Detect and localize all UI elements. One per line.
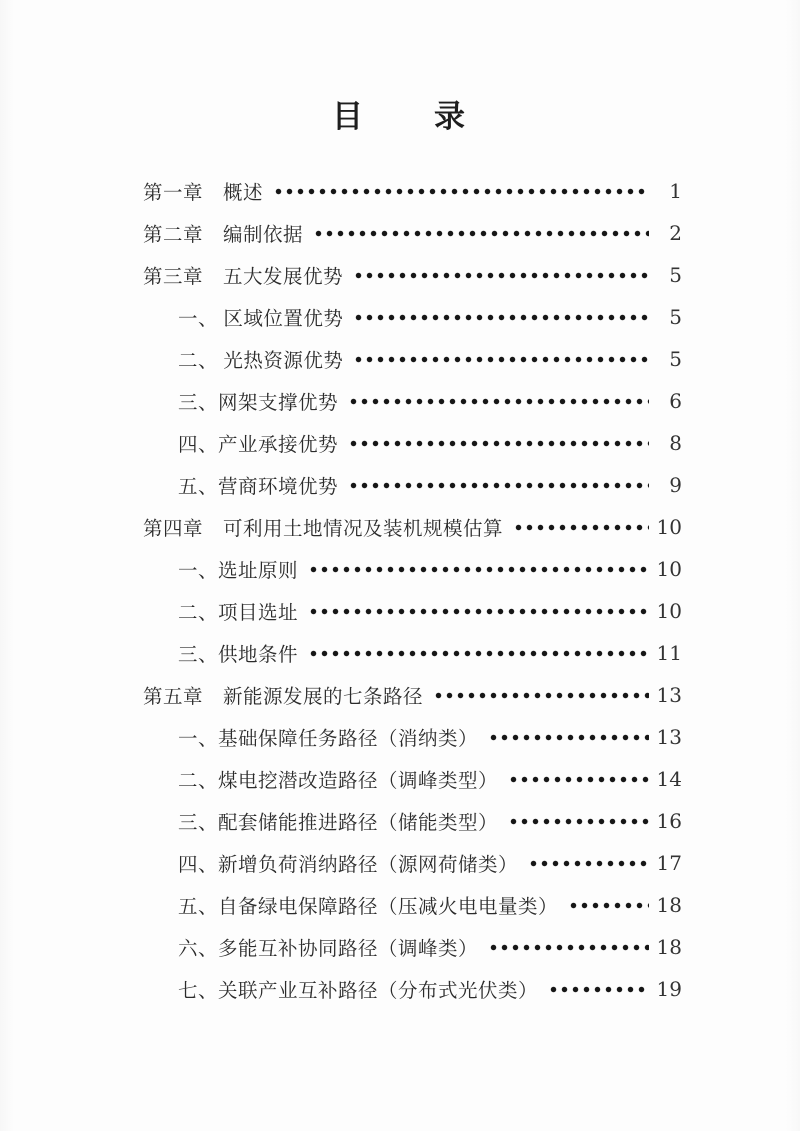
toc-entry bbox=[143, 464, 682, 506]
toc-entry bbox=[143, 170, 682, 212]
table-of-contents bbox=[0, 170, 800, 1010]
toc-entry-label: 第四章 可利用土地情况及装机规模估算 bbox=[143, 519, 504, 541]
dot-leader bbox=[348, 380, 649, 422]
dot-leader bbox=[348, 464, 649, 506]
toc-page-number: 9 bbox=[669, 473, 682, 498]
dot-leader bbox=[433, 674, 649, 716]
toc-entry-label: 第三章 五大发展优势 bbox=[143, 267, 344, 289]
toc-page-number: 17 bbox=[656, 851, 682, 876]
toc-page-number: 10 bbox=[656, 515, 682, 540]
toc-entry-label: 一、选址原则 bbox=[178, 561, 299, 583]
toc-entry bbox=[143, 590, 682, 632]
toc-entry-label: 第一章 概述 bbox=[143, 183, 264, 205]
toc-page-number: 18 bbox=[656, 893, 682, 918]
dot-leader bbox=[353, 296, 649, 338]
dot-leader bbox=[508, 800, 649, 842]
toc-entry bbox=[143, 422, 682, 464]
toc-entry-label: 七、关联产业互补路径（分布式光伏类） bbox=[178, 981, 539, 1003]
dot-leader bbox=[488, 926, 649, 968]
toc-entry bbox=[143, 548, 682, 590]
dot-leader bbox=[313, 212, 649, 254]
dot-leader bbox=[568, 884, 649, 926]
toc-entry bbox=[143, 968, 682, 1010]
toc-entry bbox=[143, 380, 682, 422]
dot-leader bbox=[513, 506, 649, 548]
toc-page-number: 19 bbox=[656, 977, 682, 1002]
toc-entry bbox=[143, 674, 682, 716]
toc-entry bbox=[143, 800, 682, 842]
dot-leader bbox=[353, 254, 649, 296]
toc-entry-label: 二、煤电挖潜改造路径（调峰类型） bbox=[178, 771, 499, 793]
toc-entry-label: 一、基础保障任务路径（消纳类） bbox=[178, 729, 479, 751]
toc-entry-label: 第二章 编制依据 bbox=[143, 225, 304, 247]
toc-entry-label: 四、产业承接优势 bbox=[178, 435, 339, 457]
dot-leader bbox=[548, 968, 649, 1010]
toc-entry bbox=[143, 716, 682, 758]
toc-page-number: 5 bbox=[669, 305, 682, 330]
toc-page-number: 16 bbox=[656, 809, 682, 834]
toc-page-number: 5 bbox=[669, 347, 682, 372]
toc-page-number: 18 bbox=[656, 935, 682, 960]
toc-page-number: 1 bbox=[669, 179, 682, 204]
toc-entry-label: 三、网架支撑优势 bbox=[178, 393, 339, 415]
dot-leader bbox=[508, 758, 649, 800]
toc-page-number: 8 bbox=[669, 431, 682, 456]
toc-page-number: 13 bbox=[656, 683, 682, 708]
toc-page-number: 14 bbox=[656, 767, 682, 792]
toc-entry bbox=[143, 926, 682, 968]
toc-entry bbox=[143, 632, 682, 674]
dot-leader bbox=[528, 842, 649, 884]
toc-entry bbox=[143, 842, 682, 884]
toc-page-number: 11 bbox=[656, 641, 682, 666]
dot-leader bbox=[273, 170, 649, 212]
toc-entry-label: 第五章 新能源发展的七条路径 bbox=[143, 687, 424, 709]
toc-entry bbox=[143, 884, 682, 926]
toc-entry-label: 四、新增负荷消纳路径（源网荷储类） bbox=[178, 855, 519, 877]
dot-leader bbox=[348, 422, 649, 464]
toc-entry-label: 一、 区域位置优势 bbox=[178, 309, 344, 331]
toc-page-number: 5 bbox=[669, 263, 682, 288]
page-title: 目 录 bbox=[332, 99, 468, 134]
toc-entry-label: 二、项目选址 bbox=[178, 603, 299, 625]
toc-entry bbox=[143, 212, 682, 254]
dot-leader bbox=[353, 338, 649, 380]
dot-leader bbox=[308, 548, 649, 590]
toc-entry-label: 六、多能互补协同路径（调峰类） bbox=[178, 939, 479, 961]
toc-page-number: 6 bbox=[669, 389, 682, 414]
toc-entry-label: 五、自备绿电保障路径（压减火电电量类） bbox=[178, 897, 559, 919]
dot-leader bbox=[308, 632, 649, 674]
dot-leader bbox=[308, 590, 649, 632]
toc-entry-label: 三、配套储能推进路径（储能类型） bbox=[178, 813, 499, 835]
toc-entry-label: 三、供地条件 bbox=[178, 645, 299, 667]
toc-entry bbox=[143, 506, 682, 548]
toc-page-number: 10 bbox=[656, 557, 682, 582]
toc-entry-label: 二、 光热资源优势 bbox=[178, 351, 344, 373]
toc-entry bbox=[143, 254, 682, 296]
dot-leader bbox=[488, 716, 649, 758]
toc-page-number: 2 bbox=[669, 221, 682, 246]
toc-entry bbox=[143, 296, 682, 338]
toc-entry bbox=[143, 758, 682, 800]
toc-page-number: 10 bbox=[656, 599, 682, 624]
toc-entry bbox=[143, 338, 682, 380]
toc-page-number: 13 bbox=[656, 725, 682, 750]
toc-entry-label: 五、营商环境优势 bbox=[178, 477, 339, 499]
